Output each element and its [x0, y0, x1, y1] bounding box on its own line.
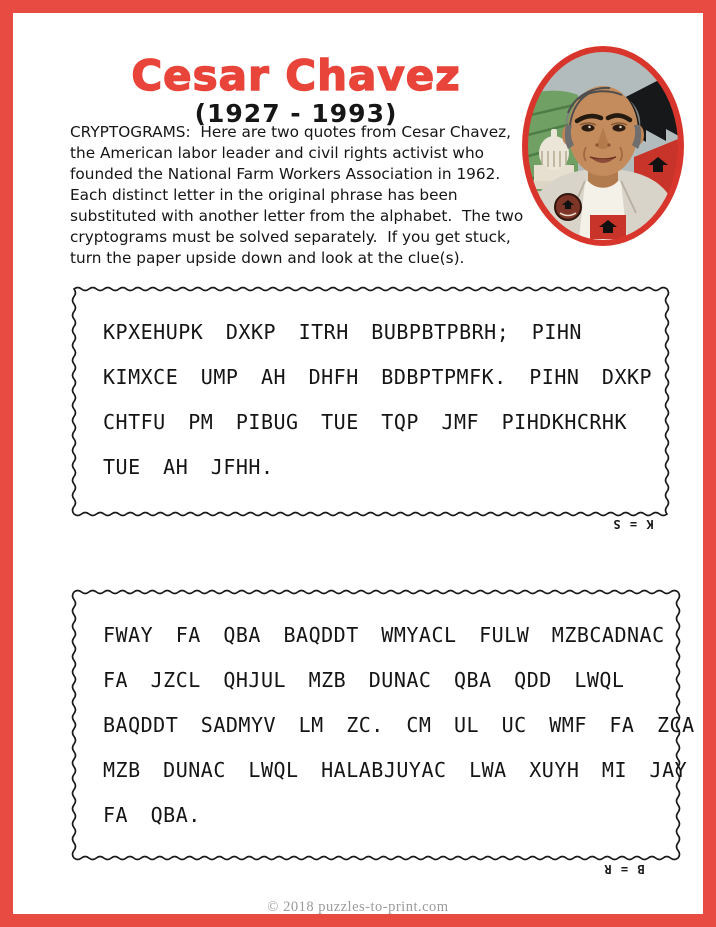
clue-2-text: B = R	[603, 862, 645, 876]
clue-2	[596, 862, 652, 876]
cryptogram-box-1	[70, 285, 671, 518]
cipher-text-1	[103, 309, 663, 510]
portrait-illustration	[518, 43, 688, 249]
cipher-line: FWAY FA QBA BAQDDT WMYACL FULW MZBCADNAC	[103, 622, 665, 647]
clue-1	[605, 517, 661, 531]
intro-paragraph: CRYPTOGRAMS: Here are two quotes from Cesar Chavez, the American labor leader and civil rights activist who founded the National Farm Workers Association in 1962. Each distinct letter in the original phrase has been substituted with another letter from the alphabet. The two cryptograms must be solved separately. If you get stuck, turn the paper upside down and look at the clue(s).	[70, 123, 529, 267]
life-years: (1927 - 1993)	[194, 99, 398, 128]
cesar-chavez-portrait	[518, 43, 688, 249]
clue-1-text: K = S	[612, 517, 654, 531]
cipher-text-2	[103, 612, 695, 854]
cipher-line: KPXEHUPK DXKP ITRH BUBPBTPBRH; PIHN	[103, 319, 582, 344]
cipher-line: FA QBA.	[103, 802, 201, 827]
footer-credit: © 2018 puzzles-to-print.com	[267, 899, 449, 915]
cipher-line: TUE AH JFHH.	[103, 454, 274, 479]
cipher-line: CHTFU PM PIBUG TUE TQP JMF PIHDKHCRHK	[103, 409, 628, 434]
page-title: Cesar Chavez	[131, 51, 461, 100]
cryptogram-box-2	[70, 588, 695, 862]
cipher-line: BAQDDT SADMYV LM ZC. CM UL UC WMF FA ZCA	[103, 712, 695, 737]
cipher-line: FA JZCL QHJUL MZB DUNAC QBA QDD LWQL	[103, 667, 625, 692]
cipher-line: MZB DUNAC LWQL HALABJUYAC LWA XUYH MI JAY	[103, 757, 688, 782]
cipher-line: KIMXCE UMP AH DHFH BDBPTPMFK. PIHN DXKP	[103, 364, 653, 389]
